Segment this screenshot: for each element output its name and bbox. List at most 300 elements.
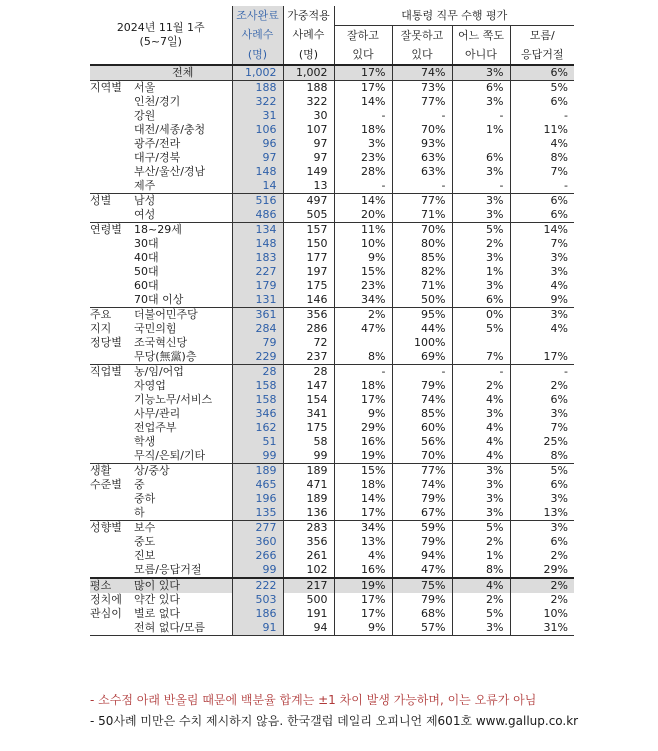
group-label	[90, 621, 134, 636]
sample-count: 486	[232, 208, 283, 223]
table-row	[90, 478, 574, 492]
sample-count: 158	[232, 379, 283, 393]
sample-count: 106	[232, 123, 283, 137]
weighted-count: 217	[283, 578, 334, 593]
sample-count: 14	[232, 179, 283, 194]
dont-know-pct: -	[510, 365, 574, 380]
neither-pct: 8%	[452, 563, 510, 578]
approve-pct: 20%	[334, 208, 392, 223]
weighted-count: 175	[283, 279, 334, 293]
row-label: 전업주부	[134, 421, 232, 435]
eval-col-dk-top: 모름/	[529, 28, 555, 42]
weighted-count: 154	[283, 393, 334, 407]
approve-pct: -	[334, 365, 392, 380]
row-label: 50대	[134, 265, 232, 279]
dont-know-pct: 13%	[543, 506, 568, 519]
group-label: 지지	[90, 322, 112, 335]
group-label: 수준별	[90, 478, 122, 491]
dont-know-pct: 8%	[550, 151, 568, 164]
approve-pct: 28%	[334, 165, 392, 179]
dont-know-pct: 5%	[510, 81, 574, 96]
table-row	[90, 464, 574, 479]
group-label: 평소	[90, 578, 134, 593]
neither-pct: 1%	[452, 265, 510, 279]
approve-pct: 14%	[334, 492, 392, 506]
row-label: 중	[134, 478, 232, 492]
neither-pct: 1%	[452, 549, 510, 563]
row-label: 자영업	[134, 379, 232, 393]
row-label: 별로 없다	[134, 607, 232, 621]
disapprove-pct: 71%	[392, 279, 452, 293]
group-label	[90, 563, 134, 578]
dont-know-pct	[510, 336, 574, 350]
group-label	[90, 137, 134, 151]
table-row	[90, 549, 574, 563]
disapprove-pct: 95%	[392, 308, 452, 323]
dont-know-pct: 4%	[550, 137, 568, 150]
table-row	[90, 336, 574, 350]
row-label: 농/임/어업	[134, 365, 232, 380]
neither-pct: 5%	[452, 521, 510, 536]
table-row	[90, 535, 574, 549]
group-label: 성향별	[90, 521, 134, 536]
disapprove-pct: 100%	[392, 336, 452, 350]
row-label: 무직/은퇴/기타	[134, 449, 232, 464]
dont-know-pct: 6%	[510, 65, 574, 81]
group-label	[90, 449, 134, 464]
table-row	[90, 435, 574, 449]
approve-pct: 11%	[334, 223, 392, 238]
group-label	[90, 350, 134, 365]
sample-count: 277	[232, 521, 283, 536]
eval-col-neither-bot: 아니다	[452, 45, 510, 65]
table-row	[90, 293, 574, 308]
approve-pct: 16%	[334, 563, 392, 578]
row-label: 하	[134, 506, 232, 521]
approve-pct: 3%	[334, 137, 392, 151]
dont-know-pct: 14%	[510, 223, 574, 238]
weighted-count: 356	[283, 535, 334, 549]
row-label: 약간 있다	[134, 593, 232, 607]
approve-pct: 17%	[334, 81, 392, 96]
disapprove-pct: 70%	[392, 449, 452, 464]
neither-pct: 3%	[452, 251, 510, 265]
group-label: 성별	[90, 194, 134, 209]
sample-count: 148	[232, 165, 283, 179]
sample-col-mid: 사례수	[232, 26, 283, 46]
weight-col-bot: (명)	[283, 45, 334, 65]
row-label: 국민의힘	[134, 322, 232, 336]
disapprove-pct: 69%	[392, 350, 452, 365]
approve-pct: 15%	[334, 265, 392, 279]
table-row	[90, 365, 574, 380]
disapprove-pct: 44%	[392, 322, 452, 336]
group-label: 생활	[90, 464, 134, 479]
neither-pct: 4%	[452, 421, 510, 435]
dont-know-pct: 4%	[550, 279, 568, 292]
neither-pct: 3%	[452, 194, 510, 209]
neither-pct: 4%	[452, 435, 510, 449]
weighted-count: 189	[283, 464, 334, 479]
row-label: 제주	[134, 179, 232, 194]
approve-pct: 17%	[334, 506, 392, 521]
disapprove-pct: 56%	[392, 435, 452, 449]
table-row	[90, 492, 574, 506]
neither-pct: -	[452, 365, 510, 380]
weighted-count: 341	[283, 407, 334, 421]
disapprove-pct: 47%	[392, 563, 452, 578]
dont-know-pct: 6%	[550, 393, 568, 406]
approve-pct: 23%	[334, 151, 392, 165]
disapprove-pct: 77%	[392, 194, 452, 209]
approve-pct: 29%	[334, 421, 392, 435]
group-label	[90, 279, 134, 293]
survey-dates: (5~7일)	[139, 35, 182, 48]
approve-pct: 17%	[334, 593, 392, 607]
table-row	[90, 137, 574, 151]
group-label: 직업별	[90, 365, 134, 380]
row-label: 모름/응답거절	[134, 563, 232, 578]
weighted-count: 497	[283, 194, 334, 209]
row-label: 무당(無黨)층	[134, 350, 232, 365]
disapprove-pct: 71%	[392, 208, 452, 223]
dont-know-pct: 3%	[550, 265, 568, 278]
sample-count: 179	[232, 279, 283, 293]
disapprove-pct: -	[392, 179, 452, 194]
table-row	[90, 563, 574, 578]
row-label: 상/중상	[134, 464, 232, 479]
disapprove-pct: 85%	[392, 251, 452, 265]
sample-count: 284	[232, 322, 283, 336]
dont-know-pct: -	[564, 179, 568, 192]
table-row	[90, 81, 574, 96]
table-row	[90, 109, 574, 123]
neither-pct: 3%	[452, 165, 510, 179]
neither-pct: 2%	[452, 593, 510, 607]
table-row	[90, 194, 574, 209]
source-note: - 50사례 미만은 수치 제시하지 않음. 한국갤럽 데일리 오피니언 제601호 www.gallup.co.kr	[90, 714, 579, 728]
row-label: 대전/세종/충청	[134, 123, 232, 137]
disapprove-pct: 94%	[392, 549, 452, 563]
approve-pct: 9%	[334, 251, 392, 265]
neither-pct: 0%	[452, 308, 510, 323]
approve-pct: -	[334, 179, 392, 194]
group-label: 정당별	[90, 336, 122, 349]
table-row	[90, 151, 574, 165]
group-label	[90, 95, 134, 109]
neither-pct: 5%	[452, 607, 510, 621]
approve-pct: 4%	[334, 549, 392, 563]
approve-pct: 23%	[334, 279, 392, 293]
group-label	[90, 265, 134, 279]
sample-count: 196	[232, 492, 283, 506]
disapprove-pct: 74%	[392, 478, 452, 492]
group-label	[90, 109, 134, 123]
neither-pct: 6%	[452, 151, 510, 165]
group-label	[90, 123, 134, 137]
approve-pct: 34%	[334, 521, 392, 536]
dont-know-pct: -	[564, 109, 568, 122]
row-label: 조국혁신당	[134, 336, 232, 350]
dont-know-pct: 25%	[543, 435, 568, 448]
dont-know-pct: 11%	[543, 123, 568, 136]
weight-col-top: 가중적용	[283, 6, 334, 26]
weighted-count: 177	[283, 251, 334, 265]
row-label: 60대	[134, 279, 232, 293]
eval-col-good-top: 잘하고	[334, 26, 392, 46]
weighted-count: 191	[283, 607, 334, 621]
table-row	[90, 65, 574, 81]
weighted-count: 471	[283, 478, 334, 492]
row-label: 대구/경북	[134, 151, 232, 165]
dont-know-pct: 9%	[550, 293, 568, 306]
group-label	[90, 65, 134, 81]
group-label	[90, 549, 134, 563]
row-label: 보수	[134, 521, 232, 536]
approve-pct: 10%	[334, 237, 392, 251]
sample-count: 99	[232, 449, 283, 464]
approve-pct: 18%	[334, 478, 392, 492]
group-label	[90, 506, 134, 521]
row-label: 기능노무/서비스	[134, 393, 232, 407]
sample-count: 97	[232, 151, 283, 165]
approve-pct: 19%	[334, 578, 392, 593]
approve-pct: 16%	[334, 435, 392, 449]
disapprove-pct: 50%	[392, 293, 452, 308]
sample-count: 183	[232, 251, 283, 265]
table-row	[90, 279, 574, 293]
row-label: 광주/전라	[134, 137, 232, 151]
approve-pct: 18%	[334, 123, 392, 137]
approve-pct: 2%	[334, 308, 392, 323]
table-row	[90, 123, 574, 137]
table-row	[90, 379, 574, 393]
disapprove-pct: 73%	[392, 81, 452, 96]
survey-period: 2024년 11월 1주	[116, 21, 205, 34]
row-label: 사무/관리	[134, 407, 232, 421]
weighted-count: 1,002	[283, 65, 334, 81]
disapprove-pct: 67%	[392, 506, 452, 521]
weighted-count: 107	[283, 123, 334, 137]
disapprove-pct: -	[392, 109, 452, 123]
group-label	[90, 421, 134, 435]
approve-pct: 14%	[334, 194, 392, 209]
sample-count: 162	[232, 421, 283, 435]
neither-pct: 3%	[452, 407, 510, 421]
approve-pct: -	[334, 109, 392, 123]
sample-count: 503	[232, 593, 283, 607]
dont-know-pct: 6%	[550, 535, 568, 548]
weighted-count: 146	[283, 293, 334, 308]
header-row-1	[90, 6, 574, 26]
sample-count: 96	[232, 137, 283, 151]
eval-col-good-bot: 있다	[334, 45, 392, 65]
group-label	[90, 492, 134, 506]
group-label	[90, 165, 134, 179]
disapprove-pct: 70%	[392, 223, 452, 238]
group-label	[90, 179, 134, 194]
weighted-count: 97	[283, 151, 334, 165]
neither-pct: 4%	[452, 578, 510, 593]
disapprove-pct: 63%	[392, 151, 452, 165]
neither-pct: 2%	[452, 379, 510, 393]
approve-pct: 17%	[334, 393, 392, 407]
neither-pct: 3%	[452, 492, 510, 506]
disapprove-pct: 79%	[392, 379, 452, 393]
group-label	[90, 435, 134, 449]
weighted-count: 97	[283, 137, 334, 151]
sample-count: 322	[232, 95, 283, 109]
dont-know-pct: 3%	[510, 308, 574, 323]
weighted-count: 356	[283, 308, 334, 323]
row-label: 전체	[134, 65, 232, 81]
table-row	[90, 265, 574, 279]
dont-know-pct: 10%	[543, 607, 568, 620]
weighted-count: 189	[283, 492, 334, 506]
approval-table	[90, 6, 574, 636]
row-label: 30대	[134, 237, 232, 251]
approve-pct	[334, 336, 392, 350]
disapprove-pct: 75%	[392, 578, 452, 593]
disapprove-pct: 79%	[392, 535, 452, 549]
weighted-count: 261	[283, 549, 334, 563]
weighted-count: 500	[283, 593, 334, 607]
eval-col-dk-bot: 응답거절	[520, 47, 564, 61]
dont-know-pct: 7%	[550, 237, 568, 250]
dont-know-pct: 2%	[550, 549, 568, 562]
period-header	[90, 6, 232, 65]
row-label: 중도	[134, 535, 232, 549]
disapprove-pct: 79%	[392, 492, 452, 506]
disapprove-pct: 57%	[392, 621, 452, 636]
eval-title: 대통령 직무 수행 평가	[334, 6, 574, 26]
sample-count: 91	[232, 621, 283, 636]
neither-pct: 4%	[452, 449, 510, 464]
group-label: 정치에	[90, 593, 122, 606]
dont-know-pct: 2%	[550, 379, 568, 392]
group-label: 지역별	[90, 81, 134, 96]
sample-count: 135	[232, 506, 283, 521]
neither-pct: 2%	[452, 535, 510, 549]
table-row	[90, 322, 574, 336]
neither-pct: 3%	[452, 506, 510, 521]
dont-know-pct: 6%	[510, 194, 574, 209]
approve-pct: 15%	[334, 464, 392, 479]
dont-know-pct: 3%	[550, 407, 568, 420]
approve-pct: 17%	[334, 607, 392, 621]
sample-count: 158	[232, 393, 283, 407]
sample-count: 51	[232, 435, 283, 449]
row-label: 인천/경기	[134, 95, 232, 109]
footnotes	[90, 690, 610, 732]
weighted-count: 188	[283, 81, 334, 96]
table-row	[90, 449, 574, 464]
weighted-count: 175	[283, 421, 334, 435]
neither-pct: 6%	[452, 293, 510, 308]
table-row	[90, 421, 574, 435]
sample-count: 266	[232, 549, 283, 563]
neither-pct: 3%	[452, 621, 510, 636]
row-label: 진보	[134, 549, 232, 563]
approve-pct: 47%	[334, 322, 392, 336]
sample-count: 516	[232, 194, 283, 209]
approve-pct: 13%	[334, 535, 392, 549]
neither-pct: 5%	[452, 322, 510, 336]
group-label: 주요	[90, 308, 134, 323]
sample-col-top: 조사완료	[232, 6, 283, 26]
weighted-count: 102	[283, 563, 334, 578]
dont-know-pct: 3%	[510, 521, 574, 536]
dont-know-pct: 4%	[550, 322, 568, 335]
dont-know-pct: 31%	[510, 621, 574, 636]
table-row	[90, 208, 574, 223]
approve-pct: 8%	[334, 350, 392, 365]
table-row	[90, 165, 574, 179]
table-row	[90, 506, 574, 521]
row-label: 강원	[134, 109, 232, 123]
sample-count: 361	[232, 308, 283, 323]
row-label: 전혀 없다/모름	[134, 621, 232, 636]
table-row	[90, 593, 574, 607]
dont-know-pct: 6%	[550, 208, 568, 221]
disapprove-pct: 93%	[392, 137, 452, 151]
sample-count: 222	[232, 578, 283, 593]
disapprove-pct: 74%	[392, 393, 452, 407]
disapprove-pct: 80%	[392, 237, 452, 251]
table-row	[90, 251, 574, 265]
group-label	[90, 379, 134, 393]
table-row	[90, 407, 574, 421]
approve-pct: 9%	[334, 407, 392, 421]
approve-pct: 34%	[334, 293, 392, 308]
sample-count: 131	[232, 293, 283, 308]
dont-know-pct: 3%	[550, 492, 568, 505]
weighted-count: 283	[283, 521, 334, 536]
dont-know-pct: 7%	[550, 421, 568, 434]
sample-count: 148	[232, 237, 283, 251]
dont-know-pct: 6%	[550, 478, 568, 491]
row-label: 더불어민주당	[134, 308, 232, 323]
sample-count: 31	[232, 109, 283, 123]
table-row	[90, 521, 574, 536]
neither-pct	[452, 137, 510, 151]
neither-pct: 4%	[452, 393, 510, 407]
row-label: 40대	[134, 251, 232, 265]
dont-know-pct: 29%	[543, 563, 568, 576]
approve-pct: 18%	[334, 379, 392, 393]
sample-count: 134	[232, 223, 283, 238]
neither-pct: 2%	[452, 237, 510, 251]
dont-know-pct: 3%	[550, 251, 568, 264]
weighted-count: 94	[283, 621, 334, 636]
neither-pct: 3%	[452, 478, 510, 492]
group-label	[90, 407, 134, 421]
row-label: 남성	[134, 194, 232, 209]
disapprove-pct: 79%	[392, 593, 452, 607]
sample-count: 1,002	[232, 65, 283, 81]
weighted-count: 28	[283, 365, 334, 380]
neither-pct: -	[452, 179, 510, 194]
weighted-count: 147	[283, 379, 334, 393]
dont-know-pct: 2%	[510, 578, 574, 593]
weighted-count: 72	[283, 336, 334, 350]
weighted-count: 322	[283, 95, 334, 109]
neither-pct: 5%	[452, 223, 510, 238]
weighted-count: 136	[283, 506, 334, 521]
dont-know-pct: 7%	[550, 165, 568, 178]
eval-col-neither-top: 어느 쪽도	[452, 26, 510, 46]
neither-pct: 3%	[452, 279, 510, 293]
